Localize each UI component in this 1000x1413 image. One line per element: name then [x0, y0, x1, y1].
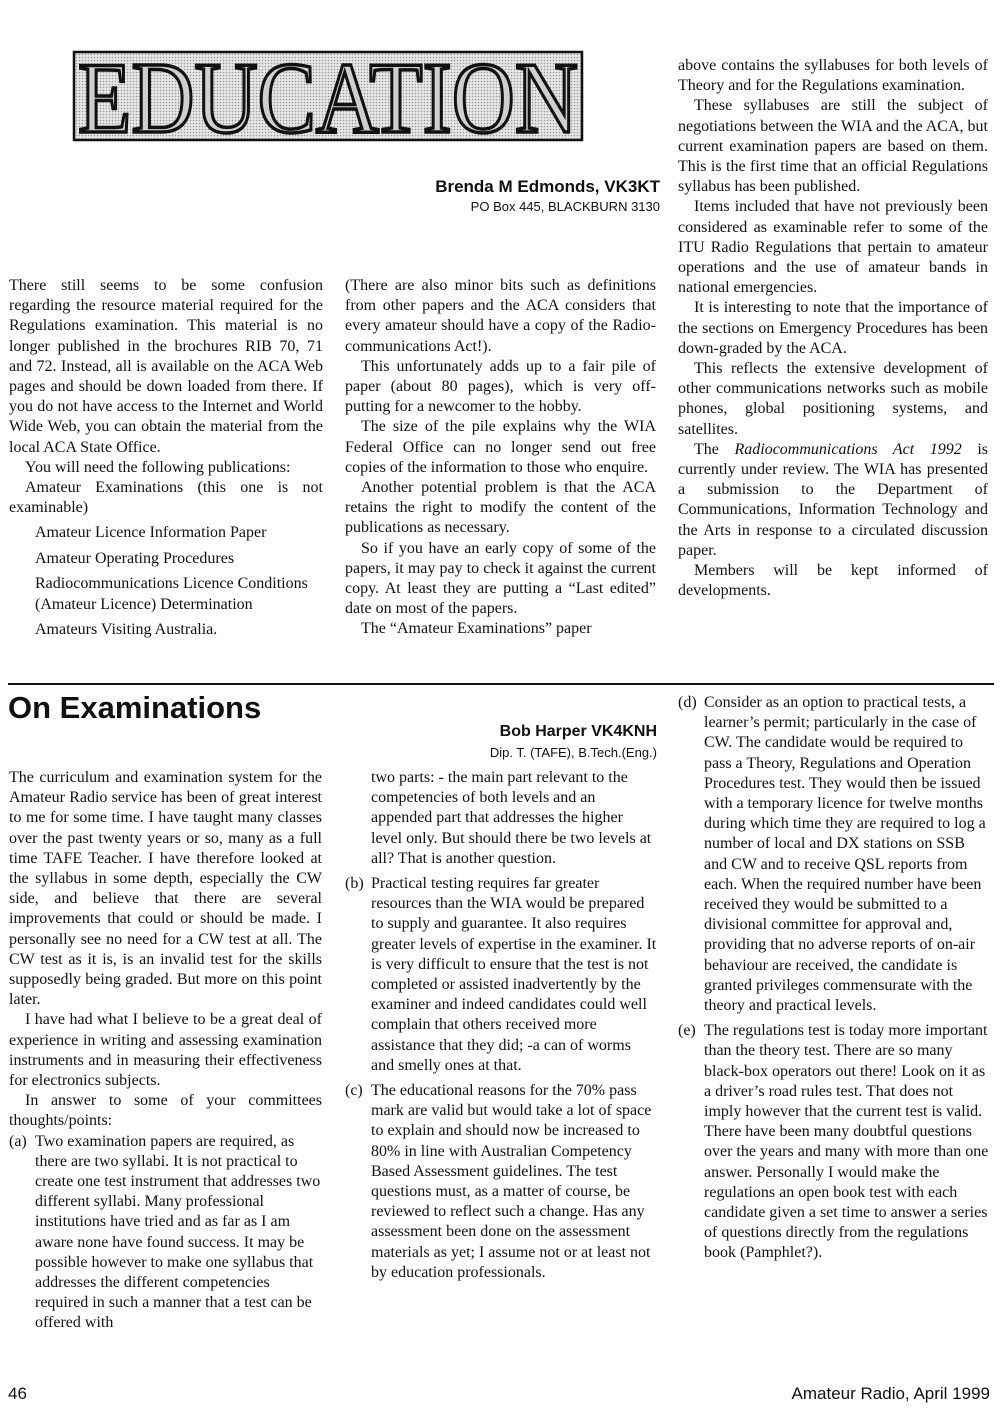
article1-author-address: PO Box 445, BLACKBURN 3130 [470, 199, 660, 214]
act-title: Radiocommunications Act 1992 [734, 440, 962, 458]
point-label: (a) [9, 1132, 27, 1150]
article2-column-3 [678, 693, 990, 1264]
paragraph: The “Amateur Examinations” paper [361, 620, 592, 638]
article1-column-3 [678, 56, 988, 601]
section-divider [8, 683, 994, 685]
paragraph: Members will be kept informed of developments. [678, 562, 988, 600]
article2-author-credentials: Dip. T. (TAFE), B.Tech.(Eng.) [489, 745, 657, 760]
article2-author-name: Bob Harper VK4KNH [499, 723, 657, 740]
points-list-part-3 [678, 693, 990, 1264]
point-label: (e) [678, 1022, 696, 1040]
paragraph: In answer to some of your committees thoughts/points: [9, 1092, 322, 1130]
paragraph: This reflects the extensive development of other communications networks such as mobile phones, global positioning systems, and satellites. [678, 360, 988, 438]
point-label: (c) [345, 1082, 363, 1100]
act-pre: The [694, 440, 735, 458]
article2-column-1 [9, 768, 322, 1334]
point-text: Consider as an option to practical tests, a learner’s permit; particularly in the case of CW. The candidate would be required to pass a Theory, Regulations and Operation Procedures test. They would then be issued with a temporary licence for twelve months during which time they are required to log a number of local and DX stations on SSB and CW and to receive QSL reports from each. When the required number have been received they would be submitted to a divisional committee for approval and, providing that no adverse reports of on-air behaviour are received, the candidate is granted privileges commensurate with the theory and practical levels. [704, 694, 986, 1015]
publication-item: Radiocommunications Licence Conditions (Amateur Licence) Determination [35, 575, 308, 613]
list-item [345, 768, 657, 869]
paragraph: You will need the following publications: [25, 458, 291, 476]
paragraph: It is interesting to note that the importance of the sections on Emergency Procedures has been down-graded by the ACA. [678, 299, 988, 357]
point-label: (b) [345, 875, 364, 893]
list-item [678, 693, 990, 1016]
points-list-part-2 [345, 768, 657, 1283]
publication-item: Amateur Licence Information Paper [35, 524, 267, 542]
list-item [678, 1021, 990, 1263]
article2-column-2 [345, 768, 657, 1283]
paragraph: above contains the syllabuses for both levels of Theory and for the Regulations examination. [678, 57, 988, 95]
point-label: (d) [678, 694, 697, 711]
point-text: Practical testing requires far greater resources than the WIA would be prepared to supply and guarantee. It also requires greater levels of expertise in the examiner. It is very difficult to ensure that the test is not completed or assisted inadvertently by the examiner and indeed candidates could well complain that others received more assistance that they did; -a can of worms and smelly ones at that. [371, 875, 657, 1074]
paragraph: These syllabuses are still the subject of negotiations between the WIA and the ACA, but current examination papers are based on them. This is the first time that an official Regulations syllabus has been published. [678, 97, 988, 196]
point-text: The regulations test is today more important than the theory test. There are so many black-box operators out there! Look on it as a driver’s road rules test. That does not imply however that the current test is valid. There have been many doubtful questions over the years and many with more than one answer. Personally I would make the regulations an open book test with each candidate given a set time to answer a series of questions directly from the regulations book (Pamphlet?). [704, 1022, 989, 1262]
page-number: 46 [8, 1384, 27, 1403]
paragraph: The size of the pile explains why the WIA Federal Office can no longer send out free copies of the information to those who enquire. [345, 418, 656, 476]
education-banner [72, 42, 584, 155]
list-item [345, 1081, 657, 1283]
list-item [345, 874, 657, 1076]
education-banner-graphic [72, 42, 584, 155]
paragraph: Amateur Examinations (this one is not examinable) [9, 479, 323, 517]
act-post: is currently under review. The WIA has presented a submission to the Department of Communications, Information Technology and the Arts in response to a circulated discussion paper. [678, 440, 989, 559]
paragraph: This unfortunately adds up to a fair pile of paper (about 80 pages), which is very off-putting for a newcomer to the hobby. [345, 357, 656, 416]
article1-author-name: Brenda M Edmonds, VK3KT [435, 177, 660, 196]
paragraph-act-review [678, 440, 988, 561]
article1-column-1 [9, 276, 323, 646]
point-text: The educational reasons for the 70% pass mark are valid but would take a lot of space to explain and should now be increased to 80% in line with Australian Competency Based Assessment guidelines. The test questions must, as a matter of course, be reviewed to reflect such a change. Has any assessment been done on the assessment materials as yet; I assume not or at least not by education professionals. [371, 1082, 652, 1281]
list-item [9, 1132, 322, 1334]
publication-item: Amateurs Visiting Australia. [35, 621, 218, 639]
banner-title: EDUCATION [78, 42, 578, 155]
article2-title: On Examinations [8, 690, 262, 725]
paragraph: The curriculum and examination system for the Amateur Radio service has been of great interest to me for some time. I have taught many classes over the past twenty years or so, many as a full time TAFE Teacher. I have therefore looked at the syllabus in some depth, especially the CW side, and believe that there are several improvements that could or should be made. I personally see no need for a CW test at all. The CW test as it is, is an invalid test for the skills supposedly being graded. But more on this point later. [9, 769, 322, 1009]
paragraph: I have had what I believe to be a great deal of experience in writing and assessing examination instruments and in measuring their effectiveness for electronics subjects. [9, 1011, 322, 1090]
point-text: Two examination papers are required, as there are two syllabi. It is not practical to create one test instrument that addresses two different syllabi. Many professional institutions have tried and as far as I am aware none have found success. It may be possible however to make one syllabus that addresses the different competencies required in such a manner that a test can be offered with [35, 1132, 321, 1332]
article1-column-2 [345, 276, 656, 640]
paragraph: There still seems to be some confusion regarding the resource material required for the Regulations examination. This material is no longer published in the brochures RIB 70, 71 and 72. Instead, all is available on the ACA Web pages and should be down loaded from there. If you do not have access to the Internet and World Wide Web, you can obtain the material from the local ACA State Office. [9, 277, 323, 456]
paragraph: Another potential problem is that the ACA retains the right to modify the content of the publications as necessary. [345, 479, 656, 537]
publication-item: Amateur Operating Procedures [35, 549, 235, 567]
paragraph: (There are also minor bits such as definitions from other papers and the ACA considers that every amateur should have a copy of the Radio-communications Act!). [345, 277, 656, 355]
point-text: two parts: - the main part relevant to the competencies of both levels and an appended part that addresses the higher level only. But should there be two levels at all? That is another question. [371, 769, 652, 867]
paragraph: Items included that have not previously been considered as examinable refer to some of the ITU Radio Regulations that pertain to amateur operations and the use of amateur bands in national emergencies. [678, 198, 988, 297]
publication-footer: Amateur Radio, April 1999 [791, 1384, 990, 1403]
paragraph: So if you have an early copy of some of the papers, it may pay to check it against the current copy. At least they are putting a “Last edited” date on most of the papers. [345, 539, 656, 618]
points-list-part-1 [9, 1132, 322, 1334]
